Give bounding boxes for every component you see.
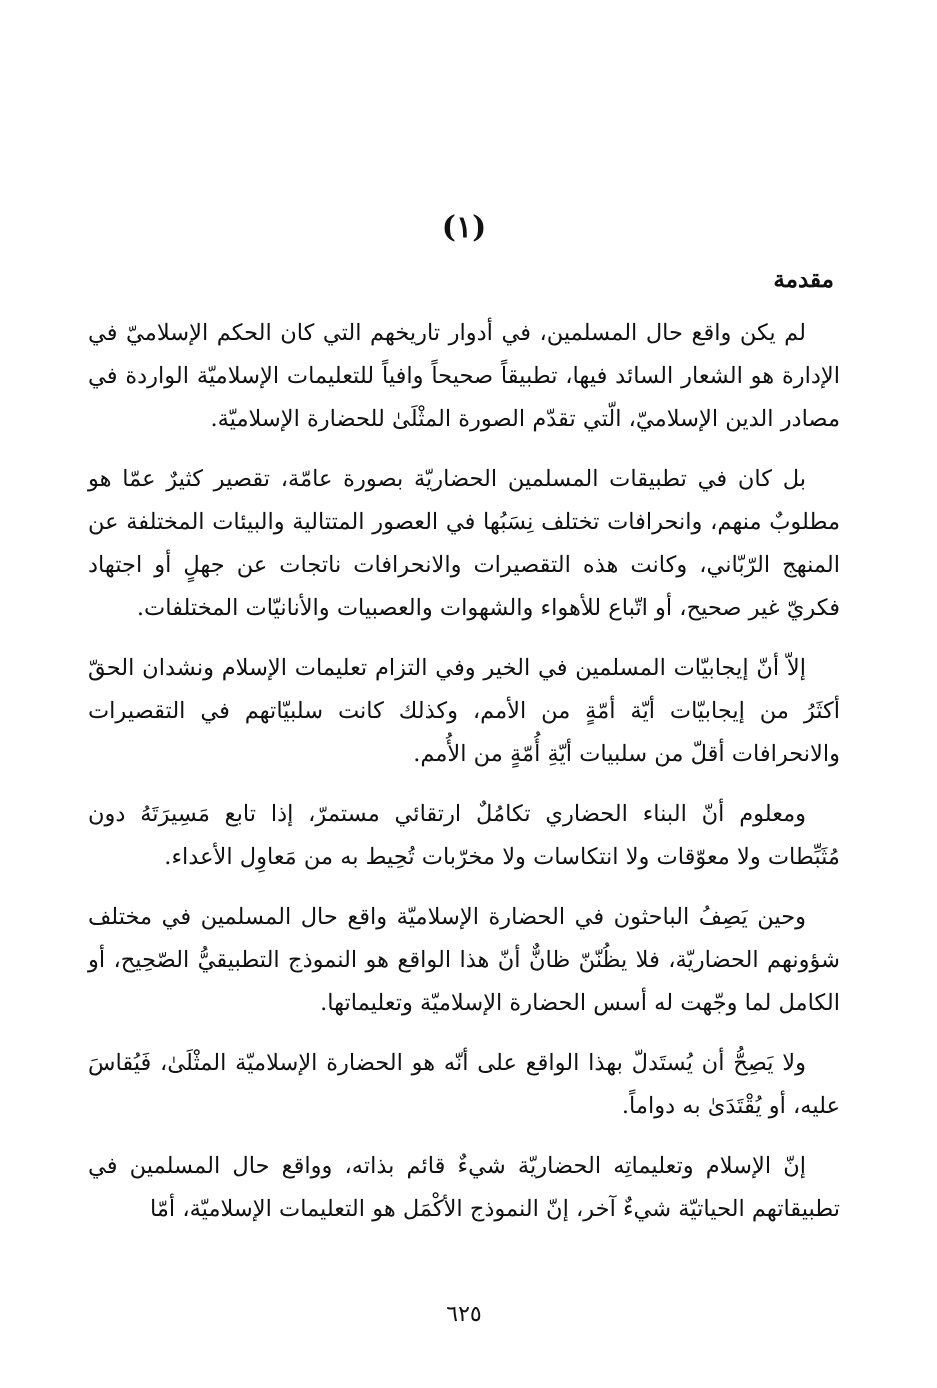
- paragraph-4: ومعلوم أنّ البناء الحضاري تكامُلٌ ارتقائي مستمرّ، إذا تابع مَسِيرَتَهُ دون مُثَبِّطات ولا معوّقات ولا انتكاسات ولا مخرّبات تُحِيط به من مَعاوِل الأعداء.: [88, 801, 840, 870]
- paragraph-6: ولا يَصِحُّ أن يُستَدلّ بهذا الواقع على أنّه هو الحضارة الإسلاميّة المثْلَىٰ، فَيُقاسَ عليه، أو يُقْتَدَىٰ به دواماً.: [88, 1050, 840, 1119]
- paragraph-5: وحين يَصِفُ الباحثون في الحضارة الإسلاميّة واقع حال المسلمين في مختلف شؤونهم الحضاريّة، فلا يظُنّنّ ظانٌّ أنّ هذا الواقع هو النموذج التطبيقيُّ الصّحِيح، أو الكامل لما وجّهت له أسس الحضارة الإسلاميّة وتعليماتها.: [88, 904, 840, 1016]
- paragraph-2: بل كان في تطبيقات المسلمين الحضاريّة بصورة عامّة، تقصير كثيرٌ عمّا هو مطلوبٌ منهم، وانحرافات تختلف نِسَبُها في العصور المتتالية والبيئات المختلفة عن المنهج الرّبّاني، وكانت هذه التقصيرات والانحرافات ناتجات عن جهلٍ أو اجتهاد فكريّ غير صحيح، أو اتّباع للأهواء والشهوات والعصبيات والأنانيّات المختلفات.: [88, 466, 840, 621]
- paragraph-7: إنّ الإسلام وتعليماتِه الحضاريّة شيءٌ قائم بذاته، وواقع حال المسلمين في تطبيقاتهم الحياتيّة شيءٌ آخر، إنّ النموذج الأكْمَل هو التعليمات الإسلاميّة، أمّا: [88, 1153, 840, 1222]
- body-text: [88, 312, 840, 1248]
- paragraph-3: إلاّ أنّ إيجابيّات المسلمين في الخير وفي التزام تعليمات الإسلام ونشدان الحقّ أكثَرُ من إيجابيّات أيّة أمّةٍ من الأمم، وكذلك كانت سلبيّاتهم في التقصيرات والانحرافات أقلّ من سلبيات أيّةِ أُمّةٍ من الأُمم.: [88, 655, 840, 767]
- document-page: [88, 0, 840, 1388]
- page-number: ٦٢٥: [446, 1302, 482, 1327]
- paragraph-1: لم يكن واقع حال المسلمين، في أدوار تاريخهم التي كان الحكم الإسلاميّ في الإدارة هو الشعار السائد فيها، تطبيقاً صحيحاً وافياً للتعليمات الإسلاميّة الواردة في مصادر الدين الإسلاميّ، الّتي تقدّم الصورة المثْلَىٰ للحضارة الإسلاميّة.: [88, 320, 840, 432]
- section-title: مقدمة: [773, 266, 834, 293]
- chapter-number: (١): [441, 210, 487, 245]
